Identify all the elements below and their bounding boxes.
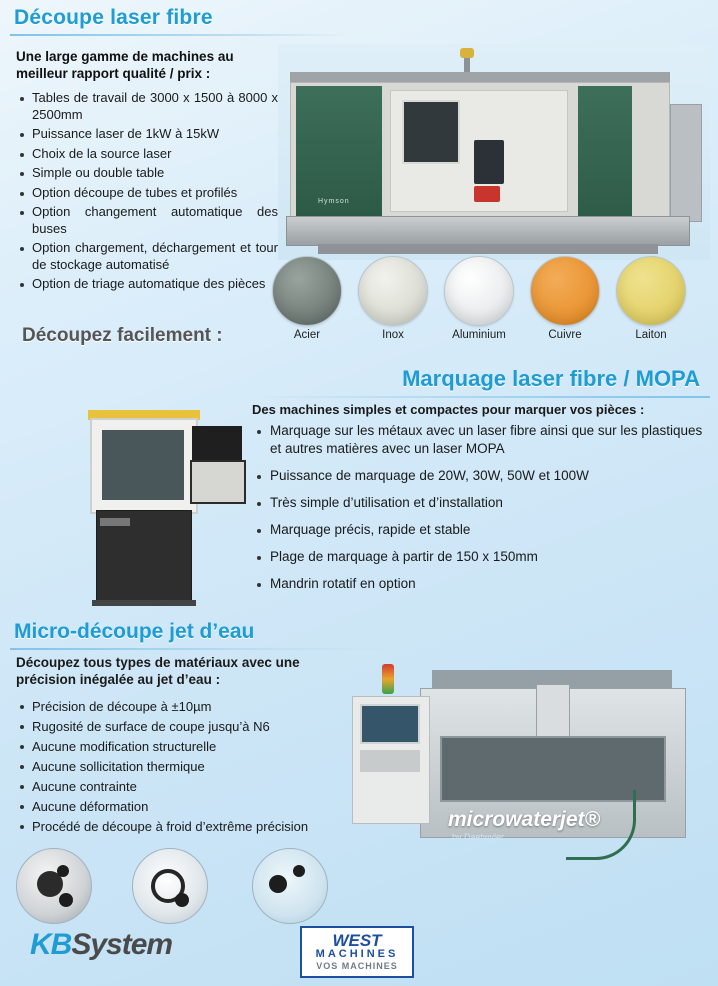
machine-buttons bbox=[100, 518, 130, 526]
machine-control-screen bbox=[474, 140, 504, 184]
material-aluminium bbox=[444, 256, 514, 341]
machine-emergency-button bbox=[474, 186, 500, 202]
list-item: Choix de la source laser bbox=[16, 146, 278, 163]
machine-monitor bbox=[190, 460, 246, 504]
signal-lamp-icon bbox=[460, 48, 474, 58]
marquage-feature-list bbox=[252, 422, 704, 602]
list-item: Option changement automatique des buses bbox=[16, 204, 278, 237]
sample-photo-1 bbox=[16, 848, 92, 924]
jet-intro-text: Découpez tous types de matériaux avec une précision inégalée au jet d’eau : bbox=[16, 655, 300, 687]
material-swatch bbox=[444, 256, 514, 326]
list-item: Marquage précis, rapide et stable bbox=[252, 521, 704, 539]
marquage-intro-text: Des machines simples et compactes pour marquer vos pièces : bbox=[252, 402, 645, 417]
material-label: Acier bbox=[293, 329, 321, 341]
list-item: Mandrin rotatif en option bbox=[252, 575, 704, 593]
list-item: Tables de travail de 3000 x 1500 à 8000 x 2500mm bbox=[16, 90, 278, 123]
sample-detail bbox=[57, 865, 69, 877]
section-title-jet: Micro-découpe jet d’eau bbox=[14, 620, 255, 643]
logo-rest: System bbox=[71, 928, 173, 961]
title-divider-laser bbox=[10, 34, 350, 36]
material-swatch bbox=[530, 256, 600, 326]
laser-intro-text: Une large gamme de machines au meilleur rapport qualité / prix : bbox=[16, 49, 234, 81]
brand-mark: ® bbox=[584, 808, 601, 831]
material-cuivre bbox=[530, 256, 600, 341]
list-item: Aucune sollicitation thermique bbox=[16, 758, 366, 775]
cutting-head bbox=[536, 684, 570, 744]
list-item: Très simple d’utilisation et d’installation bbox=[252, 494, 704, 512]
sample-photo-3 bbox=[252, 848, 328, 924]
control-keyboard bbox=[360, 750, 420, 772]
material-swatch bbox=[272, 256, 342, 326]
sample-detail bbox=[269, 875, 287, 893]
section-decoupe-laser-fibre bbox=[0, 0, 718, 356]
material-laiton bbox=[616, 256, 686, 341]
west-machines-logo bbox=[300, 926, 414, 978]
jet-feature-list bbox=[16, 698, 366, 838]
waterjet-brand-label bbox=[448, 808, 600, 832]
list-item: Option découpe de tubes et profilés bbox=[16, 185, 278, 202]
material-label: Inox bbox=[382, 329, 404, 341]
list-item: Aucune contrainte bbox=[16, 778, 366, 795]
machine-green-panel-right bbox=[578, 86, 632, 216]
section-title-marquage: Marquage laser fibre / MOPA bbox=[402, 366, 700, 391]
machine-base bbox=[318, 244, 658, 254]
sample-detail bbox=[59, 893, 73, 907]
machine-base bbox=[92, 600, 196, 606]
list-item: Simple ou double table bbox=[16, 165, 278, 182]
laser-cutting-machine-photo bbox=[278, 44, 710, 260]
west-line2: MACHINES bbox=[315, 948, 399, 960]
list-item: Option de triage automatique des pièces bbox=[16, 276, 278, 293]
section-marquage-laser bbox=[0, 360, 718, 618]
waterjet-machine-photo bbox=[336, 640, 708, 872]
sample-detail bbox=[175, 893, 189, 907]
cut-sample-photos bbox=[8, 848, 348, 928]
kb-system-logo bbox=[30, 928, 172, 962]
list-item: Précision de découpe à ±10µm bbox=[16, 698, 366, 715]
west-line1: WEST bbox=[332, 931, 382, 950]
marking-machine-photo bbox=[40, 388, 250, 608]
machine-green-panel-left bbox=[296, 86, 382, 216]
material-acier bbox=[272, 256, 342, 341]
control-screen bbox=[360, 704, 420, 744]
signal-lamp-icon bbox=[382, 664, 394, 694]
machine-brand-label: Hymson bbox=[318, 198, 350, 205]
sample-detail bbox=[293, 865, 305, 877]
list-item: Aucune déformation bbox=[16, 798, 366, 815]
machine-side-cabinet bbox=[670, 104, 702, 222]
material-swatch bbox=[616, 256, 686, 326]
west-line3: VOS MACHINES bbox=[316, 961, 398, 971]
title-divider-marquage bbox=[250, 396, 710, 398]
machine-work-table bbox=[286, 216, 690, 246]
laser-feature-list bbox=[16, 90, 278, 296]
list-item: Procédé de découpe à froid d’extrême précision bbox=[16, 818, 366, 835]
machine-window bbox=[102, 430, 184, 500]
section-micro-decoupe-jet-eau bbox=[0, 620, 718, 920]
list-item: Aucune modification structurelle bbox=[16, 738, 366, 755]
footer bbox=[0, 920, 718, 986]
material-swatch bbox=[358, 256, 428, 326]
list-item: Marquage sur les métaux avec un laser fibre ainsi que sur les plastiques et autres matières avec un laser MOPA bbox=[252, 422, 704, 458]
machine-viewing-window bbox=[402, 100, 460, 164]
material-label: Laiton bbox=[635, 329, 667, 341]
list-item: Rugosité de surface de coupe jusqu’à N6 bbox=[16, 718, 366, 735]
list-item: Puissance laser de 1kW à 15kW bbox=[16, 126, 278, 143]
easy-cut-label: Découpez facilement : bbox=[22, 325, 223, 346]
material-label: Aluminium bbox=[452, 329, 506, 341]
material-samples bbox=[272, 256, 712, 352]
list-item: Option chargement, déchargement et tour de stockage automatisé bbox=[16, 240, 278, 273]
list-item: Plage de marquage à partir de 150 x 150mm bbox=[252, 548, 704, 566]
title-divider-jet bbox=[10, 648, 390, 650]
material-inox bbox=[358, 256, 428, 341]
section-title-laser: Découpe laser fibre bbox=[14, 6, 213, 29]
sample-photo-2 bbox=[132, 848, 208, 924]
material-label: Cuivre bbox=[548, 329, 582, 341]
brand-text: microwaterjet bbox=[448, 808, 585, 831]
waterjet-brand-sub: by Daetwyler bbox=[452, 832, 505, 842]
logo-prefix: KB bbox=[30, 928, 72, 961]
list-item: Puissance de marquage de 20W, 30W, 50W et 100W bbox=[252, 467, 704, 485]
